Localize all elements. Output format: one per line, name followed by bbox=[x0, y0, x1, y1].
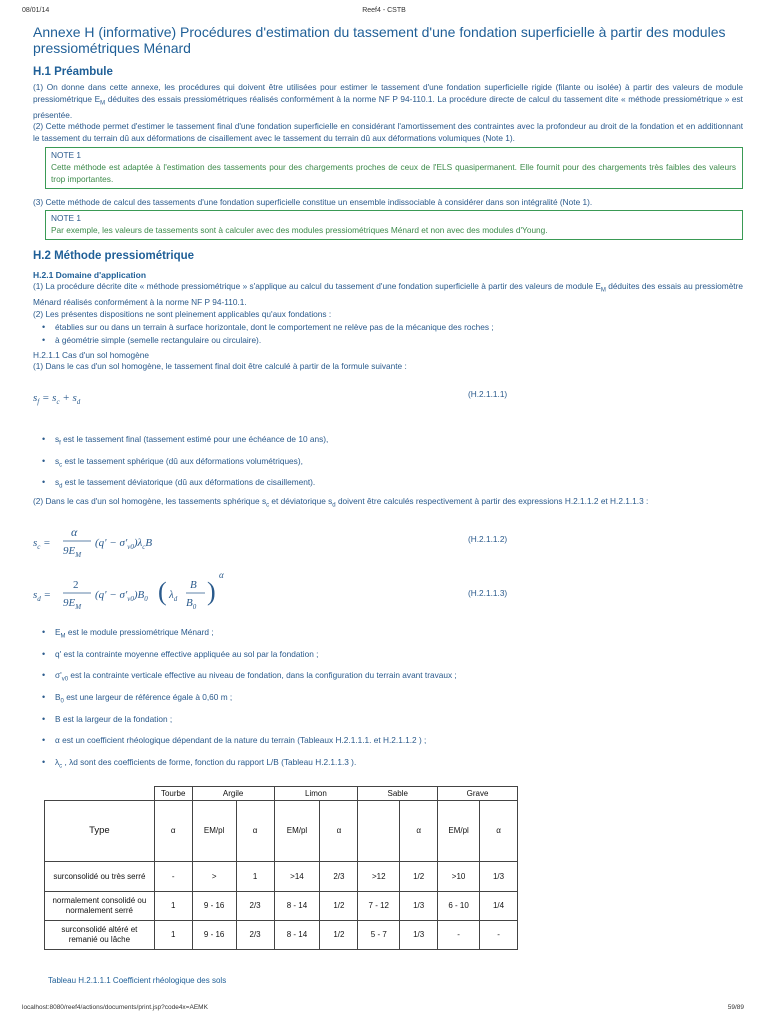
case-title: H.2.1.1 Cas d'un sol homogène bbox=[33, 349, 149, 360]
table-cell: 1/2 bbox=[320, 892, 358, 921]
svg-text:sf = sc + sd: $s_f = s_c + s_d$ bbox=[33, 391, 81, 406]
svg-text:sc =: $s_c$ = bbox=[33, 537, 51, 552]
table-row bbox=[45, 921, 518, 950]
definition-list-parameters bbox=[33, 624, 743, 776]
list-item: • établies sur ou dans un terrain à surface horizontale, dont le comportement ne relève pas de la mécanique des roches ; bbox=[42, 321, 494, 332]
table-cell: 1/3 bbox=[480, 862, 518, 892]
table-cell: α bbox=[154, 801, 192, 862]
svg-text:λd: $\lambda_d$ bbox=[169, 589, 178, 604]
table-cell: EM/pl bbox=[192, 801, 236, 862]
table-caption: Tableau H.2.1.1.1 Coefficient rhéologique des sols bbox=[48, 976, 227, 985]
bullet-list-scope bbox=[33, 321, 743, 348]
table-cell: 7 - 12 bbox=[358, 892, 400, 921]
svg-text:sd =: $s_d$ = bbox=[33, 589, 51, 604]
table-corner bbox=[45, 787, 155, 801]
table-cell: α bbox=[320, 801, 358, 862]
svg-text:9EM: $9E_M$ bbox=[63, 545, 82, 560]
paragraph-h1-2: (2) Cette méthode permet d'estimer le tassement final d'une fondation superficielle en considérant l'amortissement des contraintes avec la profondeur au droit de la fondation et en additionnant le tassement du terrain dû aux déformations de cisaillement avec le tassement du terrain dû aux déformations volumiques (Note 1). bbox=[33, 121, 743, 144]
table-cell: 1/2 bbox=[400, 862, 438, 892]
table-cell: α bbox=[400, 801, 438, 862]
table-type-header: Type bbox=[45, 801, 155, 862]
equation-number: (H.2.1.1.1) bbox=[468, 388, 508, 399]
table-cell: 2/3 bbox=[236, 921, 274, 950]
section-h2-title: H.2 Méthode pressiométrique bbox=[33, 250, 195, 263]
table-group-header: Sable bbox=[358, 787, 438, 801]
table-row bbox=[45, 892, 518, 921]
paragraph-h1-3: (3) Cette méthode de calcul des tassements d'une fondation superficielle constitue un ensemble indissociable à considérer dans son intégralité (Note 1). bbox=[33, 196, 593, 207]
table-cell: 1/3 bbox=[400, 921, 438, 950]
table-cell: > bbox=[192, 862, 236, 892]
table-cell: α bbox=[480, 801, 518, 862]
table-group-header: Argile bbox=[192, 787, 274, 801]
table-cell: >12 bbox=[358, 862, 400, 892]
table-group-header: Tourbe bbox=[154, 787, 192, 801]
list-item: • B est la largeur de la fondation ; bbox=[42, 713, 173, 724]
equation-h2111 bbox=[33, 373, 743, 431]
table-row bbox=[45, 862, 518, 892]
rheological-coefficient-table bbox=[44, 786, 518, 950]
table-cell: 1/2 bbox=[320, 921, 358, 950]
svg-text:B: B bbox=[190, 579, 197, 592]
svg-text:(q' − σ'v0)λcB: $(q' - \sigma'_{v0})\lambda_cB$ bbox=[95, 537, 153, 552]
table-cell: 2/3 bbox=[236, 892, 274, 921]
table-cell: 9 - 16 bbox=[192, 921, 236, 950]
table-cell: 1 bbox=[236, 862, 274, 892]
section-h1-title: H.1 Préambule bbox=[33, 66, 113, 78]
table-row-label: surconsolidé ou très serré bbox=[45, 862, 155, 892]
table-cell: 2/3 bbox=[320, 862, 358, 892]
table-cell: 6 - 10 bbox=[438, 892, 480, 921]
list-item: • à géométrie simple (semelle rectangulaire ou circulaire). bbox=[42, 335, 262, 346]
print-date: 08/01/14 bbox=[22, 7, 50, 14]
list-item: • q' est la contrainte moyenne effective appliquée au sol par la fondation ; bbox=[42, 648, 319, 659]
note-box-2 bbox=[45, 210, 743, 240]
print-title: Reef4 - CSTB bbox=[362, 7, 406, 14]
svg-text:α: α bbox=[71, 525, 78, 540]
list-item: • $E_M$ est le module pressiométrique Ménard ; bbox=[42, 627, 214, 640]
definition-list-settlements bbox=[33, 431, 743, 496]
subsection-title: H.2.1 Domaine d'application bbox=[33, 270, 147, 281]
table-cell: α bbox=[236, 801, 274, 862]
list-item: • $\sigma'_{v0}$ est la contrainte verticale effective au niveau de fondation, dans la configuration du terrain avant travaux ; bbox=[42, 670, 457, 684]
table-group-header: Limon bbox=[274, 787, 358, 801]
formula-sc bbox=[33, 522, 183, 566]
table-cell: 5 - 7 bbox=[358, 921, 400, 950]
table-header-row bbox=[45, 787, 518, 801]
paragraph-h1-1: (1) On donne dans cette annexe, les procédures qui doivent être utilisées pour estimer le tassement d'une fondation superficielle rigide (filante ou isolée) à partir des valeurs de module pressiométrique $E_M$ déduites des essais pressiométriques réalisés conformément à la norme NF P 94-110.1. La procédure directe de calcul du tassement dite « méthode pressiométrique » est présentée. bbox=[33, 82, 743, 120]
paragraph-h2-4: (2) Dans le cas d'un sol homogène, les tassements sphérique $s_c$ et déviatorique $s_d$ doivent être calculés respectivement à partir des expressions H.2.1.1.2 et H.2.1.1.3 : bbox=[33, 495, 649, 509]
svg-text:9EM: $9E_M$ bbox=[63, 597, 82, 612]
table-cell: - bbox=[480, 921, 518, 950]
table-cell: - bbox=[438, 921, 480, 950]
paragraph-h2-3: (1) Dans le cas d'un sol homogène, le tassement final doit être calculé à partir de la formule suivante : bbox=[33, 361, 407, 372]
table-cell: 8 - 14 bbox=[274, 921, 320, 950]
table-cell: 1 bbox=[154, 921, 192, 950]
equation-h2113 bbox=[33, 568, 743, 624]
paragraph-h2-2: (2) Les présentes dispositions ne sont pleinement applicables qu'aux fondations : bbox=[33, 309, 332, 320]
table-cell: - bbox=[154, 862, 192, 892]
note-title: NOTE 1 bbox=[51, 149, 81, 160]
page-number: 59/89 bbox=[727, 1004, 744, 1011]
table-group-header: Grave bbox=[438, 787, 518, 801]
table-cell: EM/pl bbox=[438, 801, 480, 862]
table-cell: 1/3 bbox=[400, 892, 438, 921]
table-cell: 1 bbox=[154, 892, 192, 921]
table-cell: >10 bbox=[438, 862, 480, 892]
annex-title: Annexe H (informative) Procédures d'estimation du tassement d'une fondation superficielle à partir des modules pressiométriques Ménard bbox=[33, 24, 726, 56]
table-row-label: surconsolidé altéré et remanié ou lâche bbox=[45, 921, 155, 950]
note-box-1 bbox=[45, 147, 743, 189]
note-body: Cette méthode est adaptée à l'estimation des tassements pour des chargements proches de ceux de l'ELS quasipermanent. Elle fournit pour des chargements très faibles des valeurs trop importantes. bbox=[51, 161, 736, 184]
table-cell: EM/pl bbox=[274, 801, 320, 862]
svg-text:2: 2 bbox=[73, 579, 79, 592]
svg-text:(: ( bbox=[158, 577, 167, 607]
svg-text:α: α bbox=[219, 570, 224, 581]
table-cell bbox=[358, 801, 400, 862]
list-item: • $B_0$ est une largeur de référence égale à 0,60 m ; bbox=[42, 692, 233, 705]
table-cell: >14 bbox=[274, 862, 320, 892]
table-cell: 9 - 16 bbox=[192, 892, 236, 921]
list-item: • $s_d$ est le tassement déviatorique (dû aux déformations de cisaillement). bbox=[42, 477, 316, 490]
table-subheader-row bbox=[45, 801, 518, 862]
equation-number: (H.2.1.1.2) bbox=[468, 534, 508, 545]
list-item: • α est un coefficient rhéologique dépendant de la nature du terrain (Tableaux H.2.1.1.1. et H.2.1.1.2 ) ; bbox=[42, 735, 427, 746]
formula-sf bbox=[33, 385, 123, 407]
table-row-label: normalement consolidé ou normalement serré bbox=[45, 892, 155, 921]
list-item: • $s_c$ est le tassement sphérique (dû aux déformations volumétriques), bbox=[42, 455, 303, 469]
table-cell: 8 - 14 bbox=[274, 892, 320, 921]
svg-text:B0: $B_0$ bbox=[186, 597, 197, 612]
equation-h2112 bbox=[33, 518, 743, 568]
note-body: Par exemple, les valeurs de tassements sont à calculer avec des modules pressiométriques Ménard et non avec des modules d'Young. bbox=[51, 225, 548, 236]
formula-sd bbox=[33, 570, 243, 618]
page-url: localhost:8080/reef4/actions/documents/print.jsp?code4x=AEMK bbox=[22, 1004, 208, 1011]
table-cell: 1/4 bbox=[480, 892, 518, 921]
list-item: • $\lambda_c$ , λd sont des coefficients de forme, fonction du rapport L/B (Tableau H.2.1.1.3 ). bbox=[42, 757, 357, 770]
paragraph-h2-1: (1) La procédure décrite dite « méthode pressiométrique » s'applique au calcul du tassement d'une fondation superficielle à partir des valeurs de module $E_M$ déduites des essais au pressiomètre Ménard réalisés conformément à la norme NF P 94-110.1. bbox=[33, 281, 743, 308]
note-title: NOTE 1 bbox=[51, 213, 81, 224]
svg-text:): ) bbox=[207, 577, 216, 607]
equation-number: (H.2.1.1.3) bbox=[468, 588, 508, 599]
document-body bbox=[33, 24, 743, 776]
list-item: • $s_f$ est le tassement final (tassement estimé pour une échéance de 10 ans), bbox=[42, 433, 329, 447]
svg-text:(q' − σ'v0)B0: $(q' - \sigma'_{v0})B_0$ bbox=[95, 589, 148, 604]
